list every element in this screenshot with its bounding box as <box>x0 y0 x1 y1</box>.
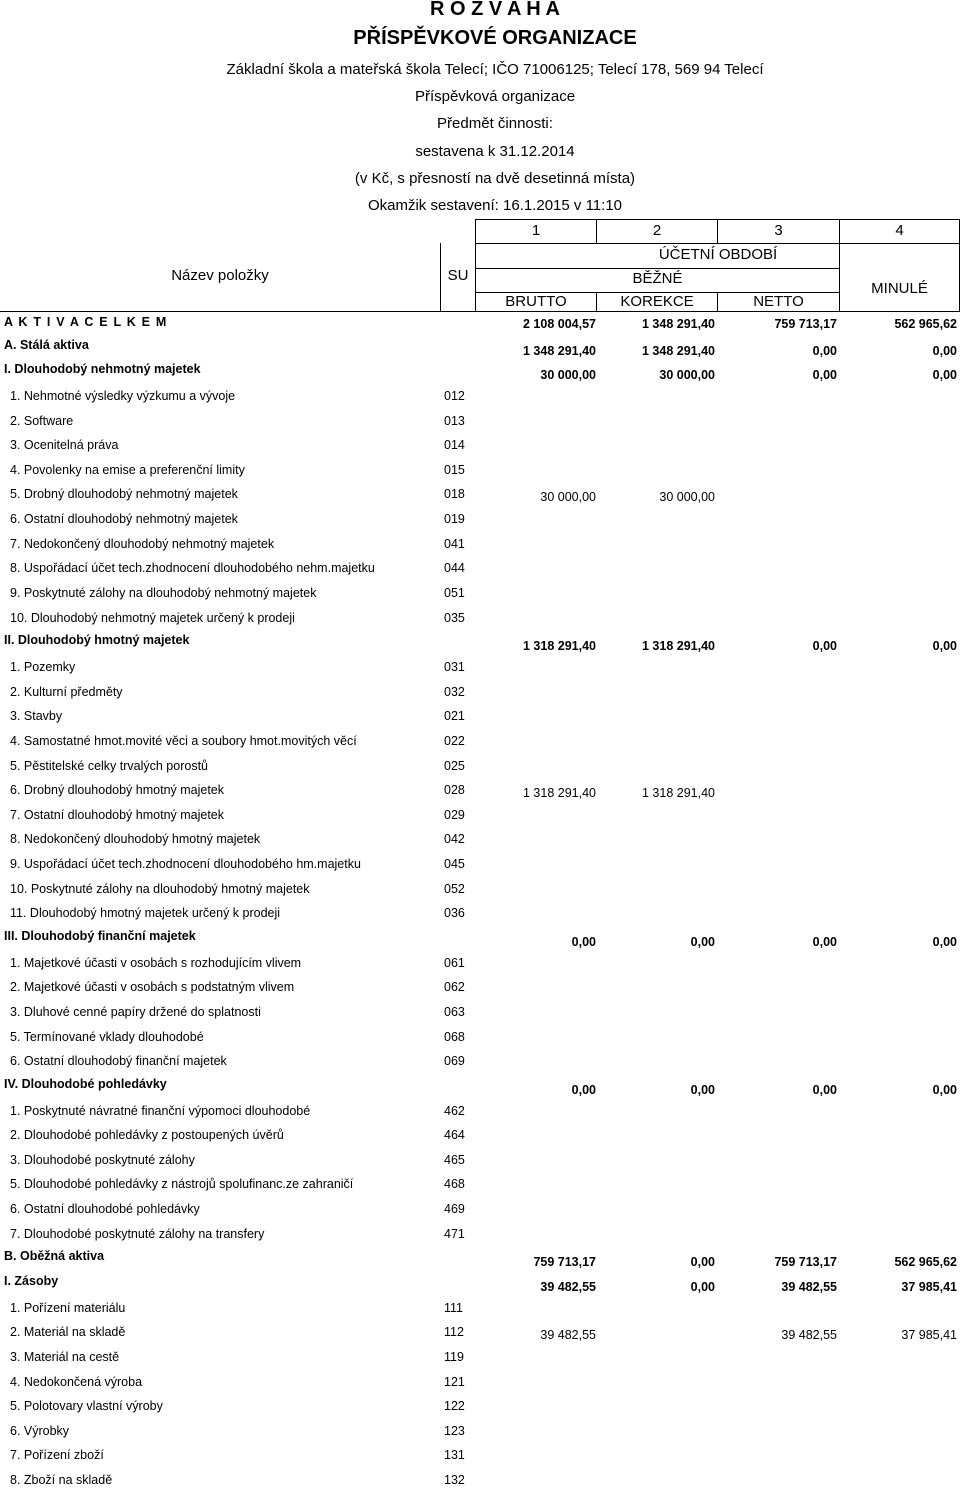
row-label: 5. Polotovary vlastní výroby <box>10 1399 163 1414</box>
value-net: 0,00 <box>812 639 837 654</box>
table-row <box>0 434 960 459</box>
row-label: 8. Uspořádací účet tech.zhodnocení dlouhodobého nehm.majetku <box>10 561 375 576</box>
value-correction: 1 318 291,40 <box>642 786 715 801</box>
organization-line: Základní škola a mateřská škola Telecí; IČO 71006125; Telecí 178, 569 94 Telecí <box>226 61 764 78</box>
table-row <box>0 1026 960 1051</box>
row-label: 3. Dlouhodobé poskytnuté zálohy <box>10 1152 195 1167</box>
col-correction-header: KOREKCE <box>620 293 694 310</box>
table-row <box>0 533 960 558</box>
row-su: 122 <box>444 1399 465 1414</box>
value-gross: 2 108 004,57 <box>523 317 596 331</box>
value-correction: 30 000,00 <box>659 368 715 383</box>
row-label: 1. Poskytnuté návratné finanční výpomoci dlouhodobé <box>10 1103 311 1118</box>
row-su: 061 <box>444 955 465 970</box>
value-previous: 0,00 <box>932 1082 957 1097</box>
row-label: 1. Nehmotné výsledky výzkumu a vývoje <box>10 388 236 403</box>
table-row <box>0 1247 960 1272</box>
table-row <box>0 1173 960 1198</box>
row-su: 025 <box>444 758 465 773</box>
row-su: 068 <box>444 1029 465 1044</box>
table-row <box>0 557 960 582</box>
row-label: III. Dlouhodobý finanční majetek <box>4 929 196 944</box>
row-label: 3. Ocenitelná práva <box>10 438 119 453</box>
value-net: 39 482,55 <box>781 1279 837 1294</box>
table-row <box>0 311 960 336</box>
report-subtitle: PŘÍSPĚVKOVÉ ORGANIZACE <box>353 27 637 49</box>
col-name-header: Název položky <box>171 267 269 284</box>
value-net: 0,00 <box>812 1082 837 1097</box>
row-label: 6. Drobný dlouhodobý hmotný majetek <box>10 783 225 798</box>
organization-type: Příspěvková organizace <box>414 88 576 105</box>
value-gross: 30 000,00 <box>540 490 596 505</box>
row-label: 3. Stavby <box>10 709 63 724</box>
table-row <box>0 656 960 681</box>
value-previous: 562 965,62 <box>894 1255 957 1270</box>
row-label: 4. Nedokončená výroba <box>10 1374 143 1389</box>
value-correction: 1 348 291,40 <box>642 317 715 331</box>
value-correction: 0,00 <box>690 1279 715 1294</box>
row-label: 2. Software <box>10 413 74 428</box>
activity-line: Předmět činnosti: <box>437 115 553 132</box>
row-su: 063 <box>444 1004 465 1019</box>
units-line: (v Kč, s přesností na dvě desetinná místa) <box>354 170 636 187</box>
col-current-header: BĚŽNÉ <box>632 270 683 287</box>
value-previous: 37 985,41 <box>901 1328 957 1343</box>
row-su: 018 <box>444 487 465 502</box>
row-su: 014 <box>444 438 465 453</box>
row-label: 2. Dlouhodobé pohledávky z postoupených úvěrů <box>10 1128 284 1143</box>
row-su: 013 <box>444 413 465 428</box>
value-correction: 1 318 291,40 <box>642 639 715 654</box>
value-gross: 39 482,55 <box>540 1328 596 1343</box>
report-title: R O Z V A H A <box>430 0 560 20</box>
value-gross: 30 000,00 <box>540 368 596 383</box>
value-previous: 37 985,41 <box>901 1279 957 1294</box>
table-row <box>0 1346 960 1371</box>
table-row <box>0 976 960 1001</box>
row-label: A. Stálá aktiva <box>4 337 89 352</box>
value-gross: 1 318 291,40 <box>523 786 596 801</box>
value-previous: 562 965,62 <box>894 317 957 331</box>
table-row <box>0 681 960 706</box>
row-su: 036 <box>444 906 465 921</box>
row-su: 051 <box>444 586 465 601</box>
balance-table <box>0 311 960 1494</box>
table-row <box>0 360 960 385</box>
table-row <box>0 902 960 927</box>
value-correction: 1 348 291,40 <box>642 343 715 358</box>
table-row <box>0 336 960 361</box>
row-label: 6. Ostatní dlouhodobé pohledávky <box>10 1202 200 1217</box>
header-line-current <box>475 268 839 269</box>
col-su-header: SU <box>447 267 469 284</box>
value-gross: 39 482,55 <box>540 1279 596 1294</box>
row-label: 10. Dlouhodobý nehmotný majetek určený k prodeji <box>10 610 295 625</box>
col-gross-header: BRUTTO <box>505 293 567 310</box>
row-su: 062 <box>444 980 465 995</box>
value-net: 759 713,17 <box>774 1255 837 1270</box>
col-net-header: NETTO <box>753 293 804 310</box>
table-row <box>0 1444 960 1469</box>
row-label: 8. Nedokončený dlouhodobý hmotný majetek <box>10 832 261 847</box>
table-row <box>0 1371 960 1396</box>
table-row <box>0 1050 960 1075</box>
header-line-period <box>475 243 960 244</box>
row-label: 6. Ostatní dlouhodobý nehmotný majetek <box>10 512 238 527</box>
col-period-header: ÚČETNÍ OBDOBÍ <box>658 246 778 263</box>
row-su: 132 <box>444 1473 465 1488</box>
table-row <box>0 459 960 484</box>
value-gross: 1 348 291,40 <box>523 343 596 358</box>
row-label: 1. Pořízení materiálu <box>10 1300 126 1315</box>
value-correction: 0,00 <box>690 1255 715 1270</box>
row-su: 021 <box>444 709 465 724</box>
table-row <box>0 1321 960 1346</box>
row-label: 7. Nedokončený dlouhodobý nehmotný majetek <box>10 536 275 551</box>
table-row <box>0 385 960 410</box>
row-su: 032 <box>444 684 465 699</box>
row-su: 131 <box>444 1448 465 1463</box>
compiled-line: Okamžik sestavení: 16.1.2015 v 11:10 <box>367 197 623 214</box>
row-label: 5. Drobný dlouhodobý nehmotný majetek <box>10 487 238 502</box>
table-row <box>0 1272 960 1297</box>
row-su: 464 <box>444 1128 465 1143</box>
table-row <box>0 582 960 607</box>
date-line: sestavena k 31.12.2014 <box>415 143 575 160</box>
row-su: 123 <box>444 1423 465 1438</box>
table-row <box>0 927 960 952</box>
row-label: I. Dlouhodobý nehmotný majetek <box>4 362 201 377</box>
row-label: 7. Dlouhodobé poskytnuté zálohy na transfery <box>10 1226 265 1241</box>
row-su: 044 <box>444 561 465 576</box>
row-label: 2. Kulturní předměty <box>10 684 123 699</box>
value-net: 39 482,55 <box>781 1328 837 1343</box>
row-label: 2. Majetkové účasti v osobách s podstatným vlivem <box>10 980 295 995</box>
row-su: 111 <box>444 1300 464 1315</box>
row-label: 5. Termínované vklady dlouhodobé <box>10 1029 204 1044</box>
row-label: II. Dlouhodobý hmotný majetek <box>4 633 190 648</box>
row-su: 112 <box>444 1325 464 1340</box>
col-num-4: 4 <box>895 222 904 239</box>
col-previous-header: MINULÉ <box>871 280 928 297</box>
row-label: I. Zásoby <box>4 1273 59 1288</box>
row-label: 7. Pořízení zboží <box>10 1448 104 1463</box>
value-gross: 759 713,17 <box>533 1255 596 1270</box>
table-row <box>0 755 960 780</box>
row-su: 471 <box>444 1226 465 1241</box>
table-row <box>0 1001 960 1026</box>
row-label: 9. Poskytnuté zálohy na dlouhodobý nehmotný majetek <box>10 586 317 601</box>
row-label: 5. Pěstitelské celky trvalých porostů <box>10 758 208 773</box>
row-label: A K T I V A C E L K E M <box>4 315 168 329</box>
table-row <box>0 508 960 533</box>
row-su: 052 <box>444 881 465 896</box>
row-su: 028 <box>444 783 465 798</box>
row-label: B. Oběžná aktiva <box>4 1249 105 1264</box>
row-label: 3. Materiál na cestě <box>10 1349 120 1364</box>
table-row <box>0 828 960 853</box>
table-row <box>0 1198 960 1223</box>
row-su: 015 <box>444 462 465 477</box>
table-row <box>0 1223 960 1248</box>
table-row <box>0 631 960 656</box>
value-previous: 0,00 <box>932 935 957 950</box>
value-correction: 0,00 <box>690 935 715 950</box>
value-correction: 0,00 <box>690 1082 715 1097</box>
row-su: 469 <box>444 1202 465 1217</box>
table-row <box>0 1124 960 1149</box>
row-label: 4. Samostatné hmot.movité věci a soubory hmot.movitých věcí <box>10 733 357 748</box>
row-label: 6. Ostatní dlouhodobý finanční majetek <box>10 1054 227 1069</box>
row-label: 1. Majetkové účasti v osobách s rozhodujícím vlivem <box>10 955 302 970</box>
row-su: 462 <box>444 1103 465 1118</box>
row-label: 1. Pozemky <box>10 659 76 674</box>
row-label: 7. Ostatní dlouhodobý hmotný majetek <box>10 807 225 822</box>
table-row <box>0 878 960 903</box>
table-row <box>0 1297 960 1322</box>
row-label: 5. Dlouhodobé pohledávky z nástrojů spolufinanc.ze zahraničí <box>10 1177 354 1192</box>
table-row <box>0 1395 960 1420</box>
table-row <box>0 410 960 435</box>
value-net: 0,00 <box>812 935 837 950</box>
table-row <box>0 730 960 755</box>
row-su: 465 <box>444 1152 465 1167</box>
row-label: 11. Dlouhodobý hmotný majetek určený k prodeji <box>10 906 281 921</box>
value-net: 0,00 <box>812 368 837 383</box>
row-su: 468 <box>444 1177 465 1192</box>
value-gross: 0,00 <box>571 1082 596 1097</box>
row-su: 119 <box>444 1349 464 1364</box>
row-label: 4. Povolenky na emise a preferenční limity <box>10 462 245 477</box>
row-su: 045 <box>444 857 465 872</box>
value-gross: 0,00 <box>571 935 596 950</box>
row-su: 019 <box>444 512 465 527</box>
row-label: 8. Zboží na skladě <box>10 1473 113 1488</box>
row-label: 10. Poskytnuté zálohy na dlouhodobý hmotný majetek <box>10 881 310 896</box>
col-num-2: 2 <box>652 222 662 239</box>
table-row <box>0 1420 960 1445</box>
row-su: 035 <box>444 610 465 625</box>
row-label: IV. Dlouhodobé pohledávky <box>4 1076 167 1091</box>
value-previous: 0,00 <box>932 343 957 358</box>
table-row <box>0 804 960 829</box>
table-row <box>0 853 960 878</box>
col-num-1: 1 <box>531 222 541 239</box>
row-su: 069 <box>444 1054 465 1069</box>
value-previous: 0,00 <box>932 368 957 383</box>
table-row <box>0 705 960 730</box>
value-gross: 1 318 291,40 <box>523 639 596 654</box>
row-label: 6. Výrobky <box>10 1423 70 1438</box>
row-su: 022 <box>444 733 465 748</box>
value-net: 0,00 <box>812 343 837 358</box>
row-su: 042 <box>444 832 465 847</box>
row-su: 121 <box>444 1374 465 1389</box>
row-su: 029 <box>444 807 465 822</box>
table-row <box>0 1149 960 1174</box>
table-row <box>0 779 960 804</box>
col-num-3: 3 <box>774 222 783 239</box>
row-label: 9. Uspořádací účet tech.zhodnocení dlouhodobého hm.majetku <box>10 857 361 872</box>
row-label: 3. Dluhové cenné papíry držené do splatnosti <box>10 1004 261 1019</box>
table-row <box>0 483 960 508</box>
row-label: 2. Materiál na skladě <box>10 1325 126 1340</box>
value-correction: 30 000,00 <box>659 490 715 505</box>
value-net: 759 713,17 <box>774 317 837 331</box>
table-row <box>0 1469 960 1494</box>
table-row <box>0 1100 960 1125</box>
row-su: 012 <box>444 388 465 403</box>
table-row <box>0 1075 960 1100</box>
value-previous: 0,00 <box>932 639 957 654</box>
row-su: 041 <box>444 536 465 551</box>
row-su: 031 <box>444 659 465 674</box>
table-row <box>0 952 960 977</box>
table-row <box>0 607 960 632</box>
